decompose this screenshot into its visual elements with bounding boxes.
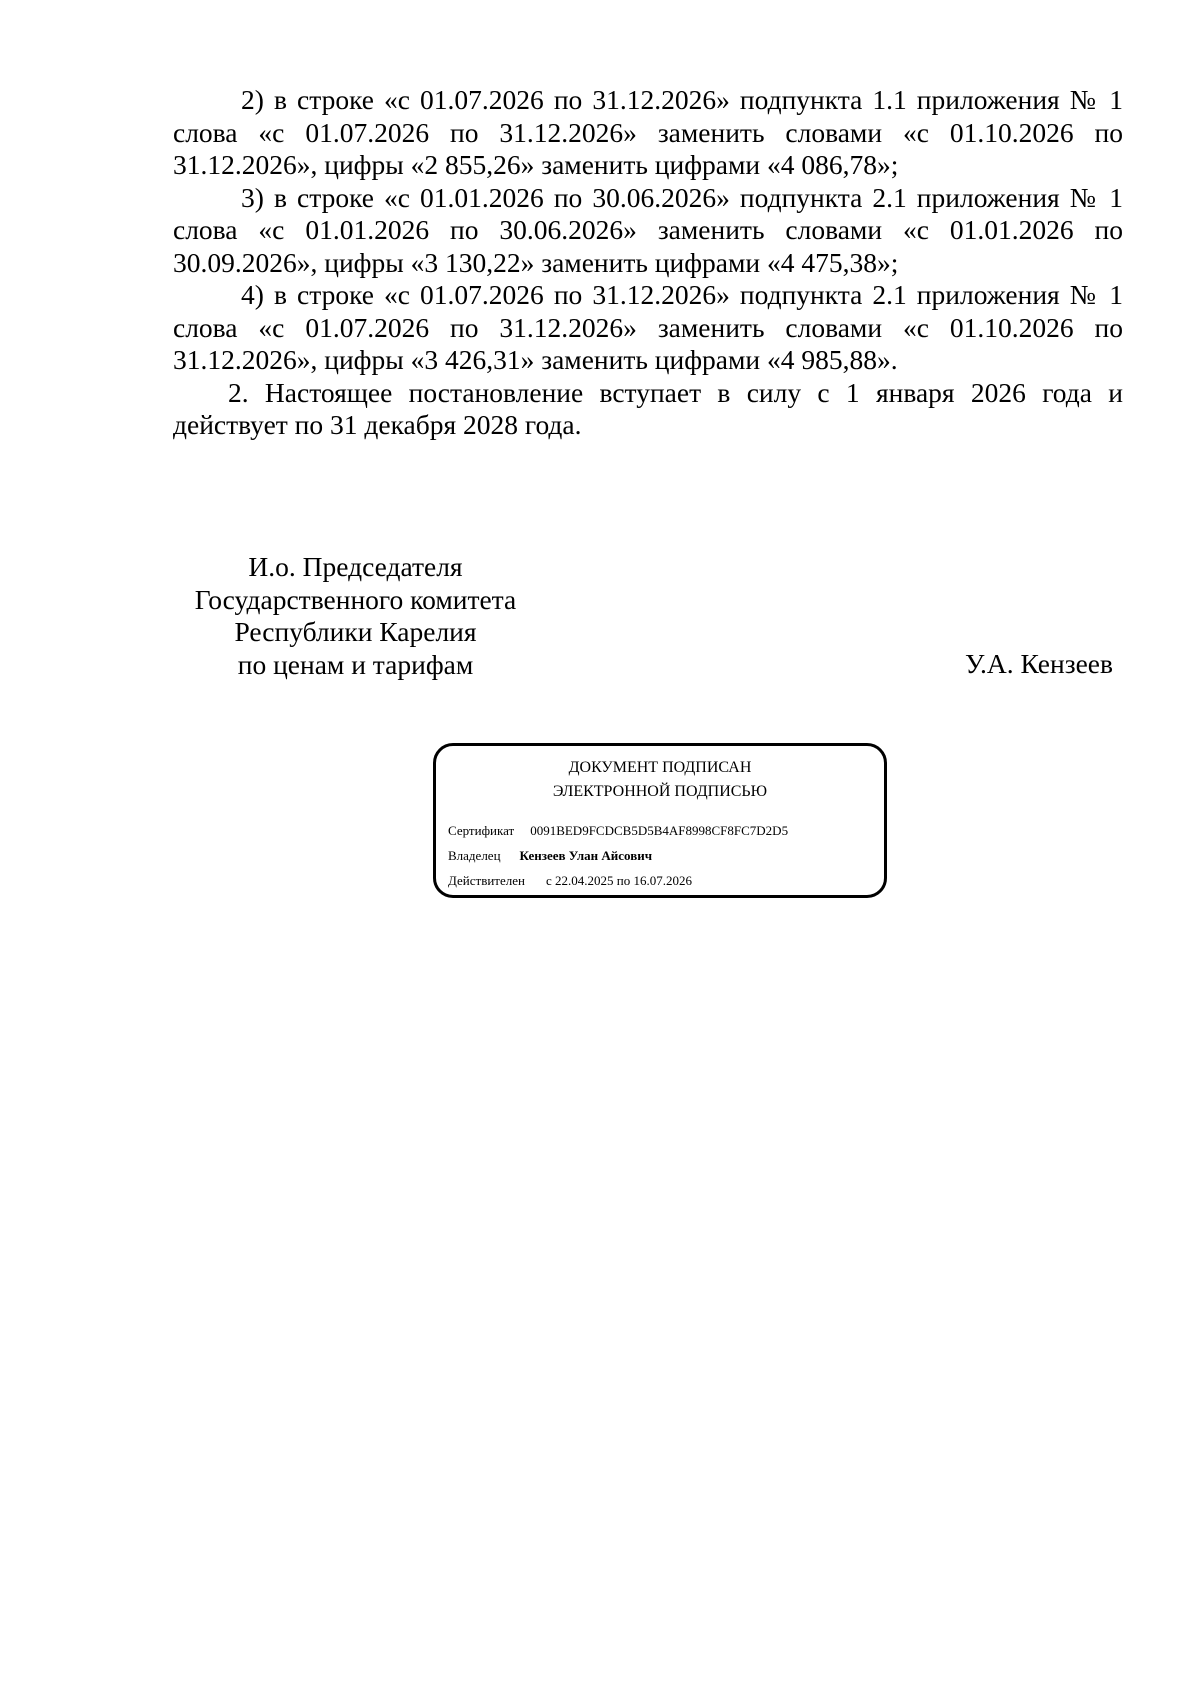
owner-value: Кензеев Улан Айсович — [519, 848, 653, 863]
stamp-owner-row — [448, 848, 652, 864]
stamp-validity-row — [448, 873, 692, 889]
amendment-item-4: 4) в строке «с 01.07.2026 по 31.12.2026» подпункта 2.1 приложения № 1 слова «с 01.07.2026 по 31.12.2026» заменить словами «с 01.10.2026 по 31.12.2026», цифры «3 426,31» заменить цифрами «4 985,88». — [173, 279, 1123, 375]
stamp-header — [436, 756, 884, 804]
stamp-header-line: ДОКУМЕНТ ПОДПИСАН — [568, 759, 752, 776]
owner-label: Владелец — [448, 848, 501, 863]
certificate-label: Сертификат — [448, 823, 515, 838]
signer-name: У.А. Кензеев — [965, 648, 1113, 679]
signer-title-line: И.о. Председателя — [248, 551, 463, 582]
validity-value: с 22.04.2025 по 16.07.2026 — [545, 873, 692, 888]
signer-title-line: Республики Карелия — [234, 616, 477, 647]
certificate-value: 0091BED9FCDCB5D5B4AF8998CF8FC7D2D5 — [530, 823, 789, 838]
amendment-item-2: 2) в строке «с 01.07.2026 по 31.12.2026» подпункта 1.1 приложения № 1 слова «с 01.07.2026 по 31.12.2026» заменить словами «с 01.10.2026 по 31.12.2026», цифры «2 855,26» заменить цифрами «4 086,78»; — [173, 84, 1123, 180]
signer-title — [173, 551, 538, 681]
document-body — [173, 84, 1123, 442]
stamp-header-line: ЭЛЕКТРОННОЙ ПОДПИСЬЮ — [552, 783, 768, 800]
signer-title-line: Государственного комитета — [194, 583, 517, 615]
electronic-signature-stamp — [433, 743, 887, 898]
effective-date-clause: 2. Настоящее постановление вступает в силу с 1 января 2026 года и действует по 31 декабря 2028 года. — [173, 376, 1123, 440]
signer-title-line: по ценам и тарифам — [237, 648, 474, 680]
stamp-certificate-row — [448, 823, 788, 839]
validity-label: Действителен — [448, 873, 525, 888]
amendment-item-3: 3) в строке «с 01.01.2026 по 30.06.2026» подпункта 2.1 приложения № 1 слова «с 01.01.2026 по 30.06.2026» заменить словами «с 01.01.2026 по 30.09.2026», цифры «3 130,22» заменить цифрами «4 475,38»; — [173, 181, 1123, 278]
